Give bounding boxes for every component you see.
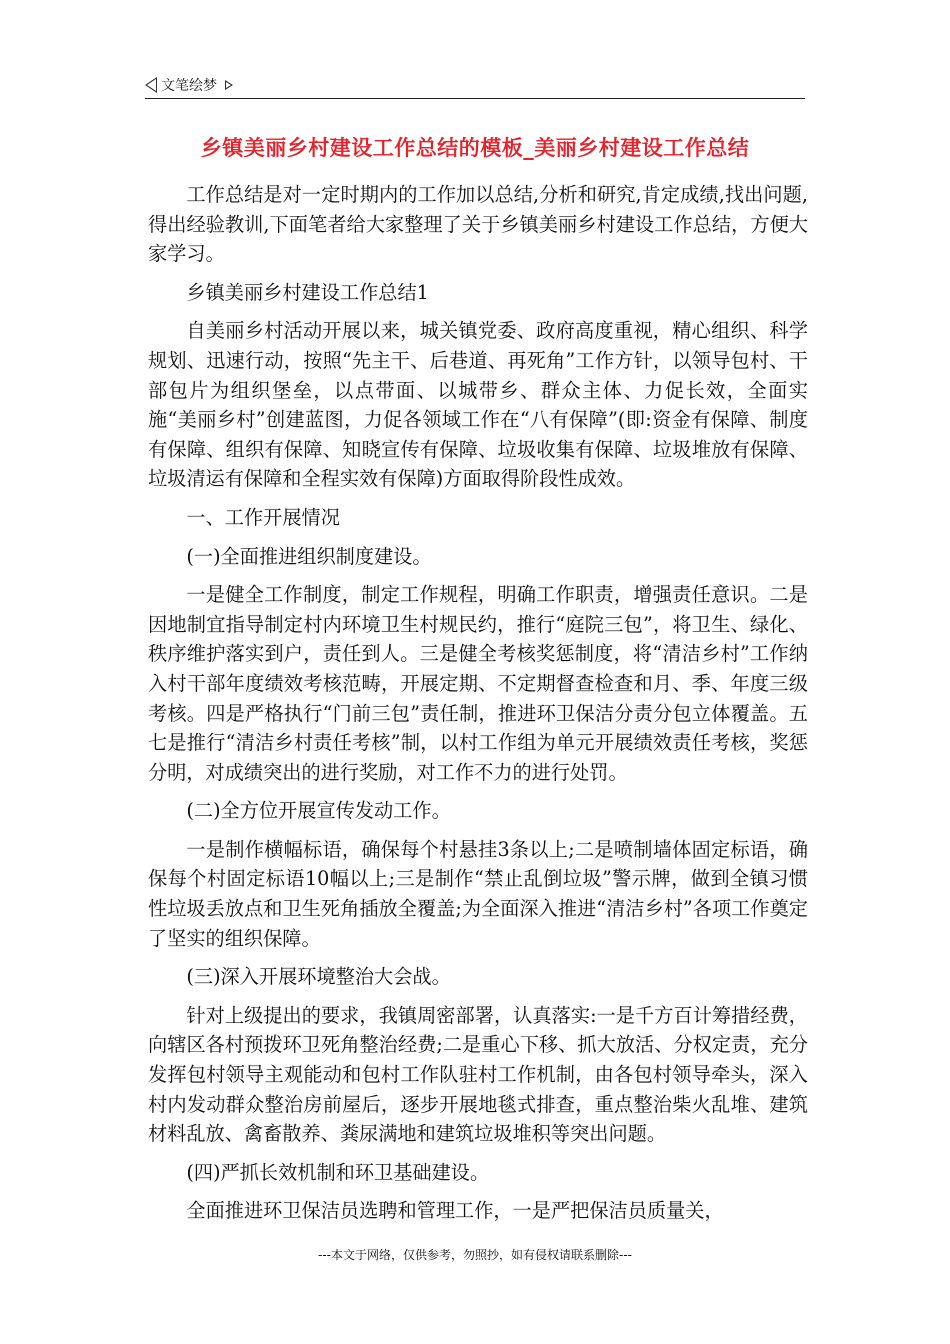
- subsection-heading: (一)全面推进组织制度建设。: [186, 544, 432, 568]
- section-heading: 乡镇美丽乡村建设工作总结1: [186, 280, 429, 304]
- document-body: [148, 180, 808, 1235]
- body-paragraph: 针对上级提出的要求，我镇周密部署，认真落实:一是千方百计筹措经费，向辖区各村预拨环卫死角整治经费;二是重心下移、抓大放活、分权定责，充分发挥包村领导主观能动和包村工作队驻村工作机制，由各包村领导牵头，深入村内发动群众整治房前屋后，逐步开展地毯式排查，重点整治柴火乱堆、建筑材料乱放、禽畜散养、粪尿满地和建筑垃圾堆积等突出问题。: [148, 1003, 808, 1146]
- right-triangle-icon: [225, 80, 233, 90]
- document-title: 乡镇美丽乡村建设工作总结的模板_美丽乡村建设工作总结: [200, 136, 750, 160]
- body-paragraph: 自美丽乡村活动开展以来，城关镇党委、政府高度重视，精心组织、科学规划、迅速行动，按照“先主干、后巷道、再死角”工作方针，以领导包村、干部包片为组织堡垒，以点带面、以城带乡、群众主体、力促长效，全面实施“美丽乡村”创建蓝图，力促各领域工作在“八有保障”(即:资金有保障、制度有保障、组织有保障、知晓宣传有保障、垃圾收集有保障、垃圾堆放有保障、垃圾清运有保障和全程实效有保障)方面取得阶段性成效。: [148, 319, 808, 491]
- body-paragraph: 全面推进环卫保洁员选聘和管理工作，一是严把保洁员质量关，: [186, 1199, 724, 1223]
- section-heading: 一、工作开展情况: [186, 505, 340, 529]
- subsection-heading: (二)全方位开展宣传发动工作。: [186, 799, 451, 823]
- subsection-heading: (三)深入开展环境整治大会战。: [186, 965, 451, 989]
- header-brand: 文笔绘梦: [161, 78, 217, 94]
- left-triangle-icon: [145, 77, 157, 93]
- subsection-heading: (四)严抓长效机制和环卫基础建设。: [186, 1160, 490, 1184]
- page-header: [145, 74, 805, 96]
- intro-paragraph: 工作总结是对一定时期内的工作加以总结,分析和研究,肯定成绩,找出问题,得出经验教训,下面笔者给大家整理了关于乡镇美丽乡村建设工作总结，方便大家学习。: [148, 183, 808, 266]
- body-paragraph: 一是健全工作制度，制定工作规程，明确工作职责，增强责任意识。二是因地制宜指导制定村内环境卫生村规民约，推行“庭院三包”，将卫生、绿化、秩序维护落实到户，责任到人。三是健全考核奖惩制度，将“清洁乡村”工作纳入村干部年度绩效考核范畴，开展定期、不定期督查检查和月、季、年度三级考核。四是严格执行“门前三包”责任制，推进环卫保洁分责分包立体覆盖。五七是推行“清洁乡村责任考核”制，以村工作组为单元开展绩效责任考核，奖惩分明，对成绩突出的进行奖励，对工作不力的进行处罚。: [148, 583, 808, 784]
- header-rule: [145, 98, 805, 99]
- body-paragraph: 一是制作横幅标语，确保每个村悬挂3条以上;二是喷制墙体固定标语，确保每个村固定标语10幅以上;三是制作“禁止乱倒垃圾”警示牌，做到全镇习惯性垃圾丢放点和卫生死角插放全覆盖;为全面深入推进“清洁乡村”各项工作奠定了坚实的组织保障。: [148, 837, 808, 950]
- page-footer: ---本文于网络，仅供参考，勿照抄，如有侵权请联系删除---: [318, 1248, 632, 1262]
